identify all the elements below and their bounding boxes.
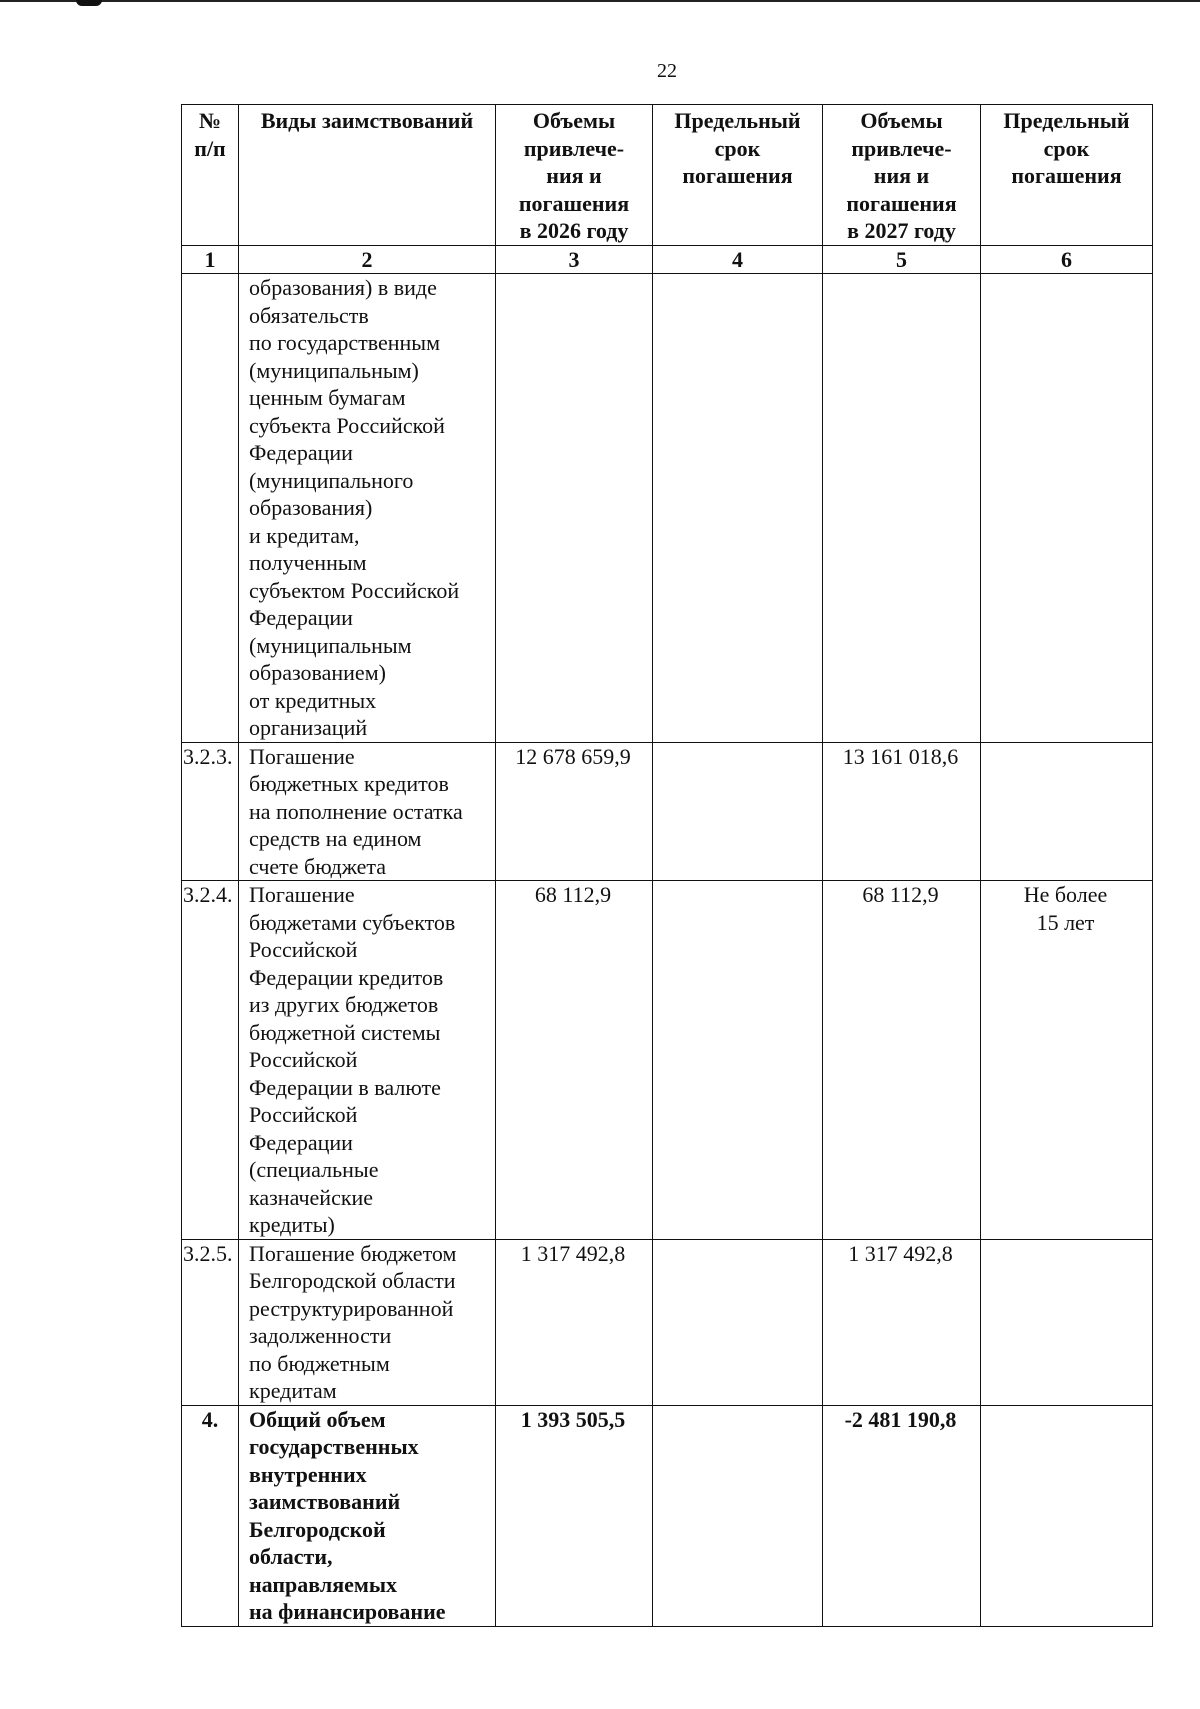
header-term-2026: Предельный срок погашения: [653, 105, 823, 246]
row-description: Погашение бюджетом Белгородской области реструктурированной задолженности по бюджетным кредитам: [239, 1239, 496, 1405]
column-number: 2: [239, 245, 496, 274]
column-number: 3: [496, 245, 653, 274]
row-term-2026: [653, 1405, 823, 1626]
row-volume-2027: 68 112,9: [823, 881, 981, 1240]
table-row: [182, 1239, 1153, 1405]
row-number: 3.2.4.: [182, 881, 239, 1240]
header-term-2027: Предельный срок погашения: [981, 105, 1153, 246]
column-number: 4: [653, 245, 823, 274]
row-volume-2027: 1 317 492,8: [823, 1239, 981, 1405]
row-description: образования) в виде обязательств по государственным (муниципальным) ценным бумагам субъекта Российской Федерации (муниципального образования) и кредитам, полученным субъектом Российской Федерации (муниципальным образованием) от кредитных организаций: [239, 274, 496, 743]
borrowings-table: [181, 104, 1153, 1627]
row-term-2027: [981, 1239, 1153, 1405]
header-borrowing-types: Виды заимствований: [239, 105, 496, 246]
table-row: [182, 274, 1153, 743]
row-number: 4.: [182, 1405, 239, 1626]
scan-artifact-mark: [76, 0, 102, 6]
row-term-2026: [653, 881, 823, 1240]
row-volume-2027: -2 481 190,8: [823, 1405, 981, 1626]
column-number: 5: [823, 245, 981, 274]
row-volume-2027: [823, 274, 981, 743]
row-volume-2026: [496, 274, 653, 743]
table-header-row: [182, 105, 1153, 246]
row-description: Погашение бюджетами субъектов Российской Федерации кредитов из других бюджетов бюджетной системы Российской Федерации в валюте Российской Федерации (специальные казначейские кредиты): [239, 881, 496, 1240]
row-description: Погашение бюджетных кредитов на пополнение остатка средств на едином счете бюджета: [239, 742, 496, 881]
row-volume-2026: 1 317 492,8: [496, 1239, 653, 1405]
header-volume-2027: Объемы привлече- ния и погашения в 2027 году: [823, 105, 981, 246]
page-number: 22: [657, 60, 677, 82]
row-number: 3.2.5.: [182, 1239, 239, 1405]
row-term-2026: [653, 742, 823, 881]
row-volume-2027: 13 161 018,6: [823, 742, 981, 881]
row-volume-2026: 1 393 505,5: [496, 1405, 653, 1626]
row-term-2026: [653, 274, 823, 743]
table-row: [182, 742, 1153, 881]
row-term-2027: [981, 742, 1153, 881]
row-volume-2026: 68 112,9: [496, 881, 653, 1240]
header-number: № п/п: [182, 105, 239, 246]
row-number: [182, 274, 239, 743]
table-row-total: [182, 1405, 1153, 1626]
row-term-2027: [981, 1405, 1153, 1626]
column-number: 1: [182, 245, 239, 274]
header-volume-2026: Объемы привлече- ния и погашения в 2026 году: [496, 105, 653, 246]
row-number: 3.2.3.: [182, 742, 239, 881]
column-number: 6: [981, 245, 1153, 274]
row-term-2026: [653, 1239, 823, 1405]
row-term-2027: [981, 274, 1153, 743]
table-row: [182, 881, 1153, 1240]
row-term-2027: Не более 15 лет: [981, 881, 1153, 1240]
column-number-row: [182, 245, 1153, 274]
row-description: Общий объем государственных внутренних заимствований Белгородской области, направляемых на финансирование: [239, 1405, 496, 1626]
row-volume-2026: 12 678 659,9: [496, 742, 653, 881]
scan-edge-line: [0, 0, 1200, 2]
